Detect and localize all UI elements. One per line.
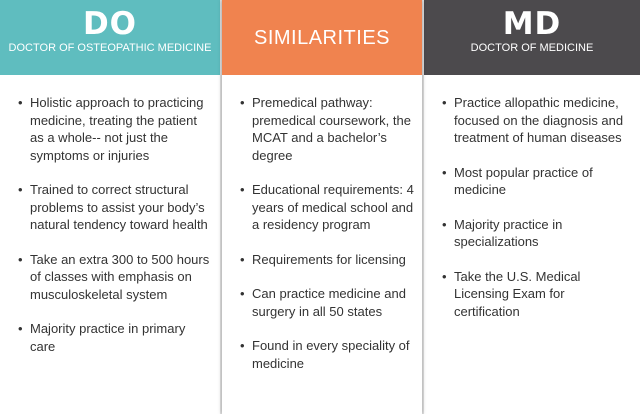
similarities-list-item: • Requirements for licensing: [240, 251, 416, 269]
md-header: [424, 0, 640, 75]
md-list-item: • Practice allopathic medicine, focused on the diagnosis and treatment of human diseases: [442, 94, 628, 147]
do-subtitle: DOCTOR OF OSTEOPATHIC MEDICINE: [8, 42, 212, 54]
similarities-list-item: • Found in every speciality of medicine: [240, 337, 416, 372]
do-list-item: • Take an extra 300 to 500 hours of classes with emphasis on musculoskeletal system: [18, 251, 210, 304]
similarities-column: [222, 0, 422, 414]
do-list-item: • Majority practice in primary care: [18, 320, 210, 355]
do-header: [0, 0, 220, 75]
do-title: DO: [82, 6, 138, 42]
do-column: [0, 0, 220, 414]
do-list-item: • Holistic approach to practicing medicine, treating the patient as a whole-- not just the symptoms or injuries: [18, 94, 210, 164]
md-list-item: • Take the U.S. Medical Licensing Exam for certification: [442, 268, 628, 321]
similarities-list-item: • Can practice medicine and surgery in all 50 states: [240, 285, 416, 320]
md-title: MD: [502, 6, 562, 42]
similarities-header: [222, 0, 422, 75]
similarities-title: SIMILARITIES: [253, 27, 391, 49]
md-column: [424, 0, 640, 414]
md-list-item: • Most popular practice of medicine: [442, 164, 628, 199]
md-list-item: • Majority practice in specializations: [442, 216, 628, 251]
similarities-list-item: • Educational requirements: 4 years of medical school and a residency program: [240, 181, 416, 234]
md-list: [442, 94, 628, 337]
do-list: [18, 94, 210, 372]
do-list-item: • Trained to correct structural problems to assist your body’s natural tendency toward health: [18, 181, 210, 234]
similarities-list-item: • Premedical pathway: premedical coursework, the MCAT and a bachelor’s degree: [240, 94, 416, 164]
similarities-list: [240, 94, 416, 389]
md-subtitle: DOCTOR OF MEDICINE: [470, 42, 594, 54]
